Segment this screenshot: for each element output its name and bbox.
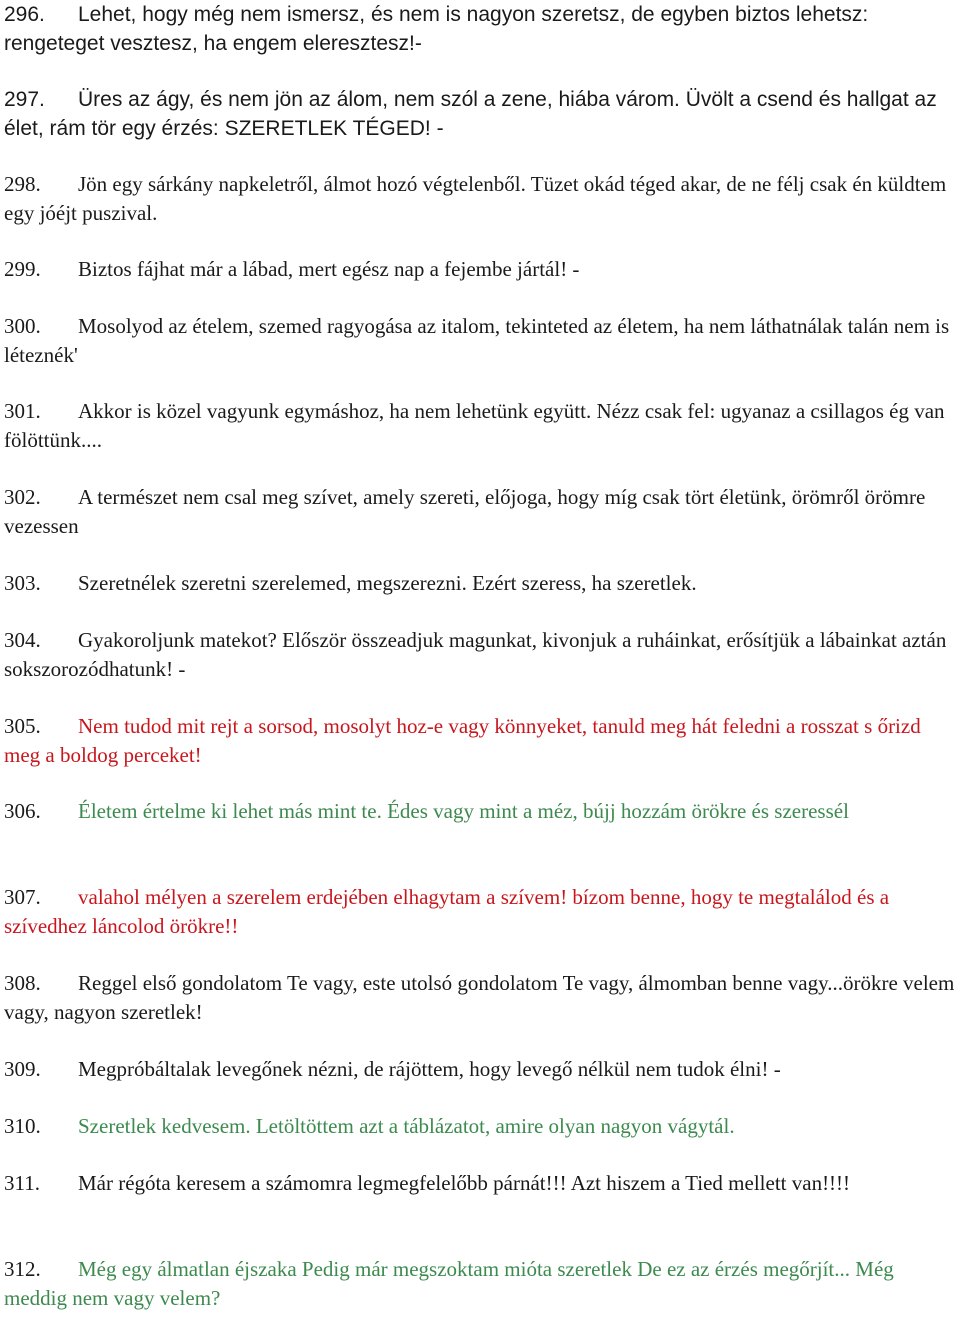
- entry-text: Mosolyod az ételem, szemed ragyogása az italom, tekinteted az életem, ha nem láthatnálak talán nem is léteznék': [4, 314, 950, 367]
- entry-310: [4, 1112, 958, 1141]
- entry-number: 307.: [4, 885, 41, 909]
- entry-number: 310.: [4, 1114, 41, 1138]
- entry-number: 312.: [4, 1257, 41, 1281]
- entry-309: [4, 1055, 958, 1084]
- entry-304: [4, 626, 958, 684]
- entry-text: Már régóta keresem a számomra legmegfelelőbb párnát!!! Azt hiszem a Tied mellett van!!!!: [78, 1171, 851, 1195]
- entry-text: Megpróbáltalak levegőnek nézni, de rájöttem, hogy levegő nélkül nem tudok élni! -: [78, 1057, 781, 1081]
- entry-number: 306.: [4, 799, 41, 823]
- entry-text: Gyakoroljunk matekot? Először összeadjuk magunkat, kivonjuk a ruháinkat, erősítjük a lábainkat aztán sokszorozódhatunk! -: [4, 628, 947, 681]
- entry-305: [4, 712, 958, 770]
- entry-298: [4, 170, 958, 228]
- entry-number: 303.: [4, 571, 41, 595]
- entry-number: 298.: [4, 172, 41, 196]
- entry-number: 299.: [4, 257, 41, 281]
- entry-311: [4, 1169, 958, 1198]
- entry-text: A természet nem csal meg szívet, amely szereti, előjoga, hogy míg csak tört életünk, örömről örömre vezessen: [4, 485, 926, 538]
- entry-302: [4, 483, 958, 541]
- entry-number: 296.: [4, 3, 45, 26]
- entry-number: 301.: [4, 399, 41, 423]
- entry-text: Jön egy sárkány napkeletről, álmot hozó végtelenből. Tüzet okád téged akar, de ne félj csak én küldtem egy jóéjt puszival.: [4, 172, 947, 225]
- entry-text: Szeretlek kedvesem. Letöltöttem azt a táblázatot, amire olyan nagyon vágytál.: [78, 1114, 735, 1138]
- entry-number: 305.: [4, 714, 41, 738]
- entry-text: Akkor is közel vagyunk egymáshoz, ha nem lehetünk együtt. Nézz csak fel: ugyanaz a csillagos ég van fölöttünk....: [4, 399, 945, 452]
- entry-number: 304.: [4, 628, 41, 652]
- entry-text: Szeretnélek szeretni szerelemed, megszerezni. Ezért szeress, ha szeretlek.: [78, 571, 697, 595]
- entry-296: [4, 0, 958, 58]
- entry-301: [4, 397, 958, 455]
- entry-number: 302.: [4, 485, 41, 509]
- entry-number: 300.: [4, 314, 41, 338]
- entry-300: [4, 312, 958, 370]
- entry-text: Még egy álmatlan éjszaka Pedig már megszoktam mióta szeretlek De ez az érzés megőrjít... Még meddig nem vagy velem?: [4, 1257, 894, 1310]
- entry-308: [4, 969, 958, 1027]
- entry-number: 309.: [4, 1057, 41, 1081]
- entry-number: 308.: [4, 971, 41, 995]
- entry-text: Lehet, hogy még nem ismersz, és nem is nagyon szeretsz, de egyben biztos lehetsz: rengeteget vesztesz, ha engem elereszteszǃ-: [4, 3, 869, 55]
- entry-307: [4, 883, 958, 941]
- entry-299: [4, 255, 958, 284]
- entry-text: Nem tudod mit rejt a sorsod, mosolyt hoz-e vagy könnyeket, tanuld meg hát feledni a rosszat s őrizd meg a boldog perceket!: [4, 714, 921, 767]
- entry-297: [4, 85, 958, 143]
- entry-text: Üres az ágy, és nem jön az álom, nem szól a zene, hiába várom. Üvölt a csend és hallgat az élet, rám tör egy érzés: SZERETLEK TÉGED! -: [4, 88, 937, 140]
- entry-306: [4, 797, 958, 826]
- entry-text: valahol mélyen a szerelem erdejében elhagytam a szívem! bízom benne, hogy te megtalálod és a szívedhez láncolod örökre!!: [4, 885, 890, 938]
- entry-303: [4, 569, 958, 598]
- entry-312: [4, 1255, 958, 1313]
- entry-number: 311.: [4, 1171, 40, 1195]
- entry-text: Biztos fájhat már a lábad, mert egész nap a fejembe jártál! -: [78, 257, 580, 281]
- entry-number: 297.: [4, 88, 45, 111]
- entry-text: Életem értelme ki lehet más mint te. Édes vagy mint a méz, bújj hozzám örökre és szeressél: [78, 799, 849, 823]
- entry-text: Reggel első gondolatom Te vagy, este utolsó gondolatom Te vagy, álmomban benne vagy...örökre velem vagy, nagyon szeretlek!: [4, 971, 955, 1024]
